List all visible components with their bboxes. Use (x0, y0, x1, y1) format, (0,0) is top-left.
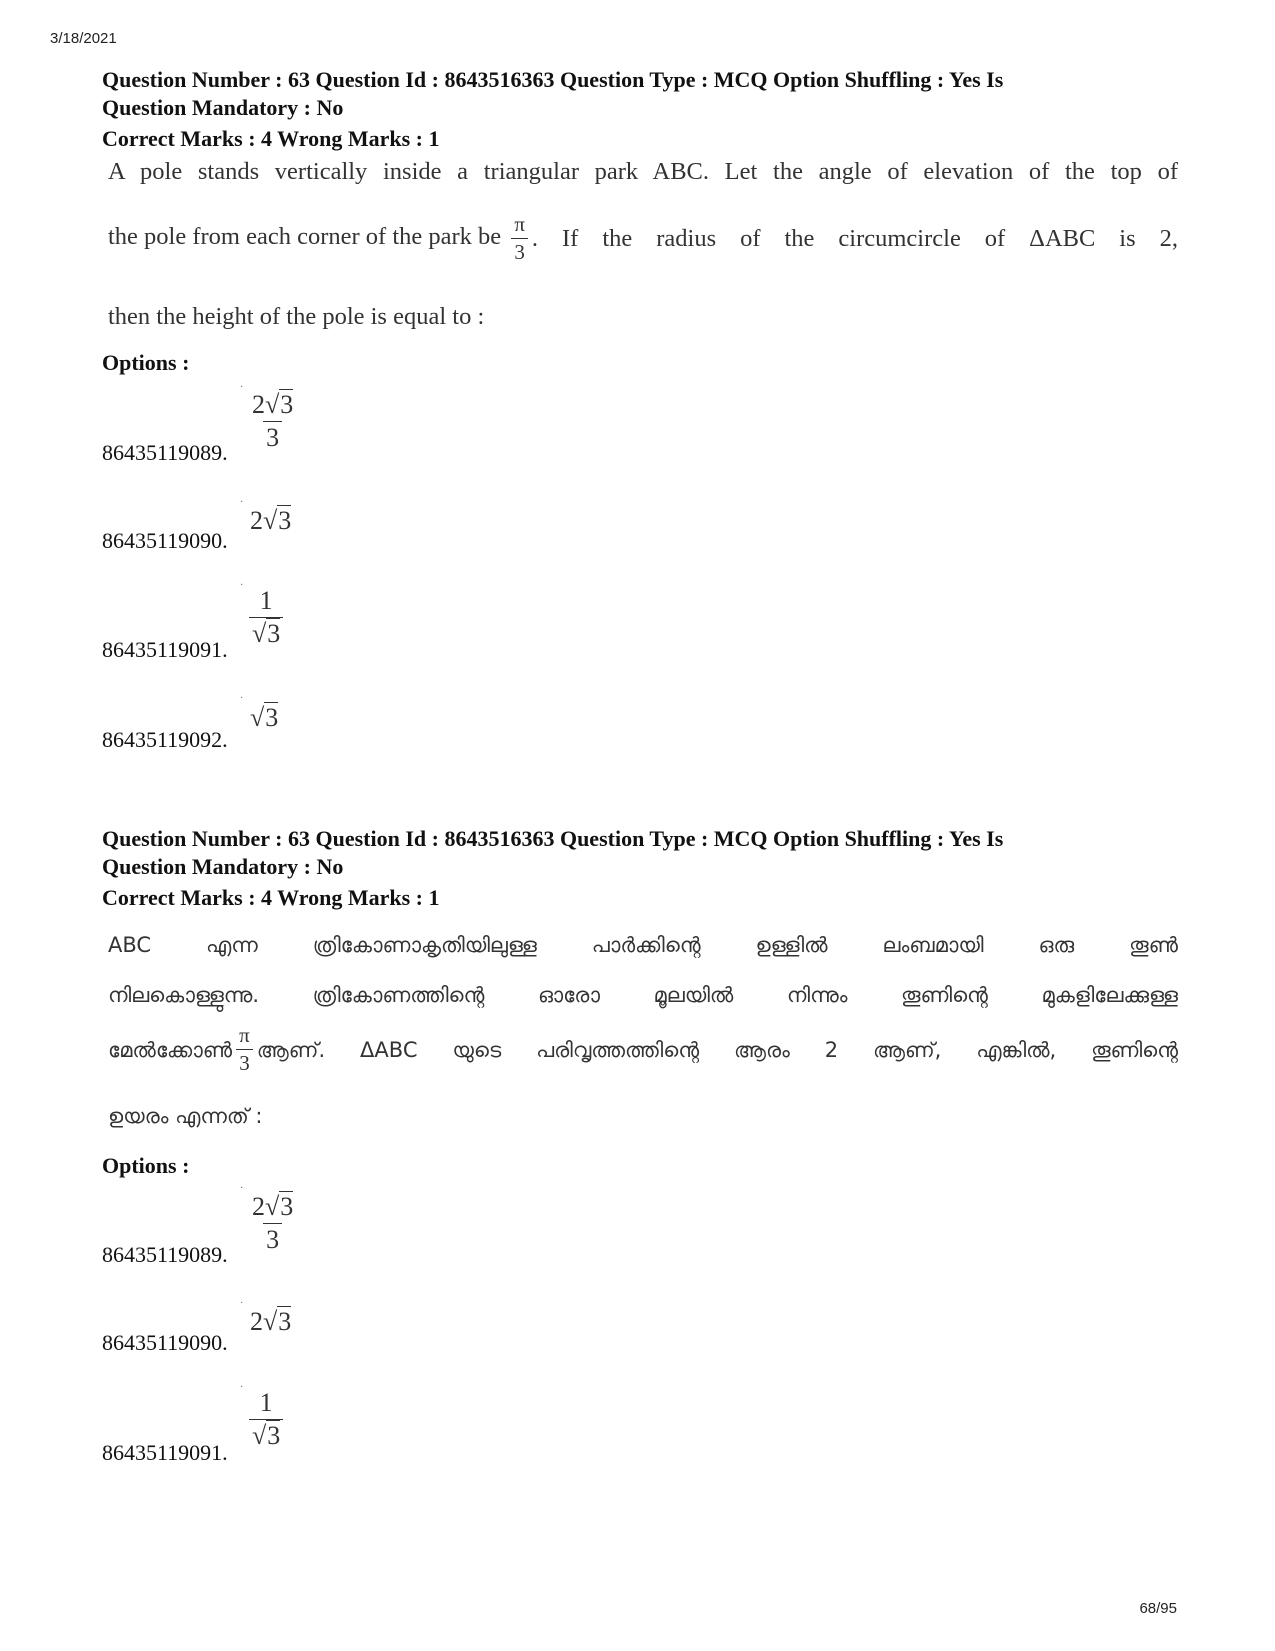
option-radicand: 3 (265, 703, 279, 732)
sqrt-symbol: √3 (252, 619, 281, 648)
option-coefficient: 2 (252, 390, 265, 419)
question-text-line1: ABC എന്ന ത്രികോണാകൃതിയിലുള്ള പാർക്കിന്റെ ഉള്ളിൽ ലംബമായി ഒരു തൂൺ (108, 933, 1178, 957)
option-denominator: 3 (263, 421, 282, 451)
option-math (245, 588, 287, 647)
option-fraction (249, 1194, 296, 1253)
sqrt-symbol: √3 (263, 1307, 292, 1336)
angle-fraction (236, 1025, 253, 1074)
option-marker-icon: · (240, 1183, 244, 1194)
option-id: 86435119091. (102, 637, 228, 662)
option-marker-icon: · (240, 693, 244, 704)
question-header (102, 825, 1182, 881)
option-id: 86435119090. (102, 528, 228, 553)
question-header-line2: Question Mandatory : No (102, 854, 344, 879)
option-fraction (249, 588, 283, 647)
fraction-numerator: π (514, 212, 525, 236)
sqrt-symbol: √3 (263, 506, 292, 535)
fraction-denominator: 3 (236, 1049, 253, 1074)
option-marker-icon: · (240, 382, 244, 393)
print-date: 3/18/2021 (50, 30, 117, 47)
question-header-line1: Question Number : 63 Question Id : 8643516363 Question Type : MCQ Option Shuffling : Yes Is (102, 826, 1004, 851)
option-coefficient: 2 (250, 506, 263, 535)
option-fraction (249, 392, 296, 451)
question-text (108, 157, 1178, 347)
option-marker-icon: · (240, 497, 244, 508)
question-header-line1: Question Number : 63 Question Id : 8643516363 Question Type : MCQ Option Shuffling : Yes Is (102, 67, 1004, 92)
option-id: 86435119090. (102, 1330, 228, 1355)
question-text-line2 (108, 214, 1178, 263)
fraction-denominator: 3 (511, 238, 528, 263)
option-numerator: 1 (259, 1388, 273, 1417)
option-fraction (249, 1390, 283, 1449)
option-marker-icon: · (240, 1382, 244, 1393)
option-radicand: 3 (280, 1192, 294, 1221)
option-marker-icon: · (240, 580, 244, 591)
question-text-line2-start: the pole from each corner of the park be (108, 223, 502, 251)
option-math (250, 703, 278, 733)
option-marker-icon: · (240, 1298, 244, 1309)
sqrt-symbol: √3 (265, 390, 294, 419)
option-math (250, 1307, 291, 1337)
question-text-line2: നിലകൊള്ളുന്നു. ത്രികോണത്തിന്റെ ഓരോ മൂലയിൽ നിന്നും തൂണിന്റെ മുകളിലേക്കുള്ള (108, 983, 1178, 1007)
question-marks: Correct Marks : 4 Wrong Marks : 1 (102, 126, 440, 151)
question-text-line4: ഉയരം എന്നത് : (108, 1104, 263, 1128)
question-text-line3-start: മേൽക്കോൺ (108, 1037, 233, 1062)
question-text-line1: A pole stands vertically inside a triangular park ABC. Let the angle of elevation of the top of (108, 158, 1178, 185)
sqrt-symbol: √3 (265, 1192, 294, 1221)
page-number: 68/95 (1139, 1600, 1177, 1617)
option-coefficient: 2 (252, 1192, 265, 1221)
option-radicand: 3 (278, 506, 292, 535)
angle-fraction (511, 214, 528, 263)
option-denominator: 3 (263, 1223, 282, 1253)
question-text-line3: then the height of the pole is equal to : (108, 303, 485, 330)
option-radicand: 3 (267, 619, 281, 648)
sqrt-symbol: √3 (250, 703, 279, 732)
question-header (102, 66, 1182, 122)
option-id: 86435119092. (102, 727, 228, 752)
options-label: Options : (102, 350, 190, 375)
option-radicand: 3 (267, 1421, 281, 1450)
option-id: 86435119089. (102, 440, 228, 465)
sqrt-symbol: √3 (252, 1421, 281, 1450)
question-text-line2-end: . If the radius of the circumcircle of ΔABC is 2, (531, 224, 1178, 252)
option-numerator: 1 (259, 586, 273, 615)
option-id: 86435119091. (102, 1440, 228, 1465)
option-math (245, 1194, 300, 1253)
question-text (108, 925, 1178, 1135)
fraction-numerator: π (239, 1023, 250, 1047)
option-math (245, 392, 300, 451)
option-math (245, 1390, 287, 1449)
option-math (250, 506, 291, 536)
question-text-line3 (108, 1025, 1178, 1074)
question-header-line2: Question Mandatory : No (102, 95, 344, 120)
option-radicand: 3 (278, 1307, 292, 1336)
option-coefficient: 2 (250, 1307, 263, 1336)
question-text-line3-end: ആണ്. ΔABC യുടെ പരിവൃത്തത്തിന്റെ ആരം 2 ആണ്, എങ്കിൽ, തൂണിന്റെ (256, 1037, 1178, 1062)
option-radicand: 3 (280, 390, 294, 419)
question-marks: Correct Marks : 4 Wrong Marks : 1 (102, 885, 440, 910)
options-label: Options : (102, 1153, 190, 1178)
option-id: 86435119089. (102, 1242, 228, 1267)
